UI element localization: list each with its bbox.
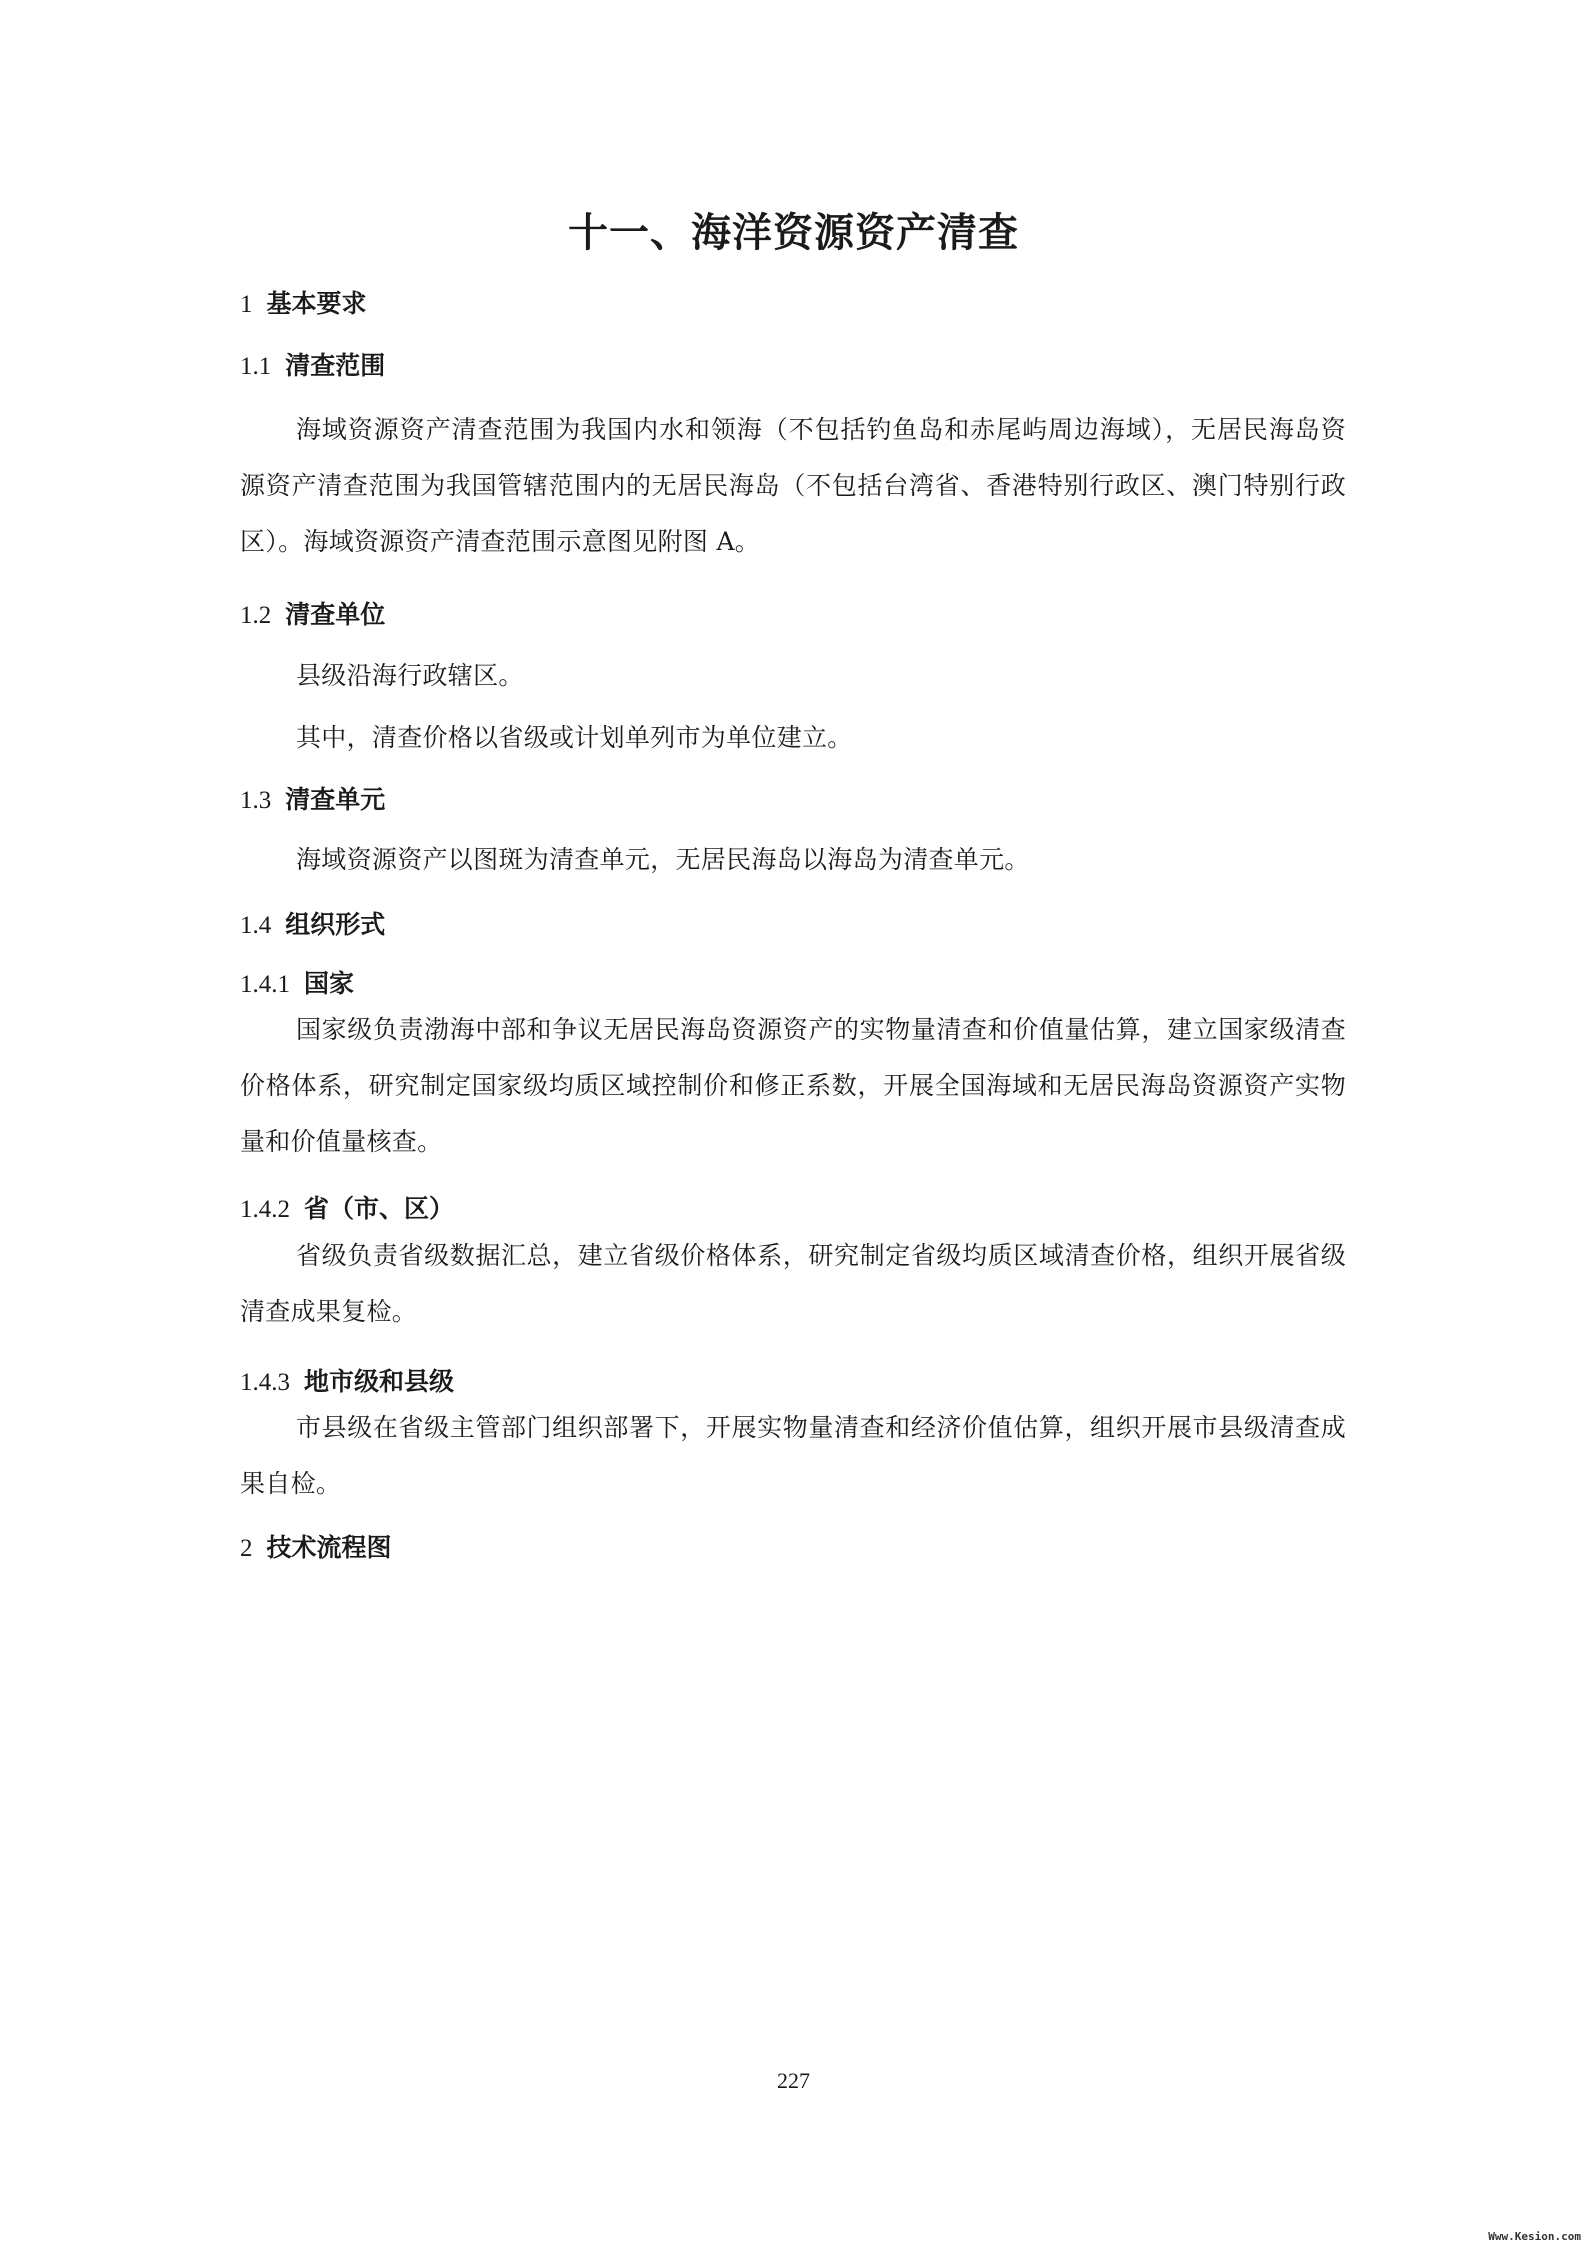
paragraph-price-unit: 其中，清查价格以省级或计划单列市为单位建立。: [296, 723, 853, 752]
section-number: 1.4.3: [240, 1369, 290, 1396]
section-label: 基本要求: [266, 289, 367, 318]
section-number: 1.2: [240, 602, 272, 629]
paragraph-national: 国家级负责渤海中部和争议无居民海岛资源资产的实物量清查和价值量估算，建立国家级清查价格体系，研究制定国家级均质区域控制价和修正系数，开展全国海域和无居民海岛资源资产实物量和价值量核查。: [240, 1015, 1346, 1156]
watermark: Www.Kesion.com: [1488, 2230, 1581, 2243]
section-number: 1.1: [240, 353, 272, 380]
section-label: 清查范围: [285, 351, 386, 380]
section-label: 清查单元: [285, 785, 386, 814]
section-heading-1-4: [240, 907, 385, 944]
section-label: 国家: [304, 969, 355, 998]
section-heading-1-1: [240, 348, 385, 385]
paragraph-element: 海域资源资产以图斑为清查单元，无居民海岛以海岛为清查单元。: [296, 845, 1030, 874]
section-number: 1: [240, 291, 253, 318]
paragraph-unit: 县级沿海行政辖区。: [296, 661, 524, 690]
section-heading-1-4-3: [240, 1364, 454, 1401]
section-number: 1.4: [240, 912, 272, 939]
section-label: 技术流程图: [266, 1533, 392, 1562]
section-label: 清查单位: [285, 600, 386, 629]
paragraph-county: 市县级在省级主管部门组织部署下，开展实物量清查和经济价值估算，组织开展市县级清查成果自检。: [240, 1413, 1346, 1498]
section-number: 2: [240, 1535, 253, 1562]
section-label: 省（市、区）: [304, 1194, 455, 1223]
section-heading-1-4-1: [240, 966, 354, 1003]
section-number: 1.4.1: [240, 971, 290, 998]
section-heading-2: [240, 1530, 392, 1567]
page-title: 十一、海洋资源资产清查: [568, 210, 1019, 256]
paragraph-scope: 海域资源资产清查范围为我国内水和领海（不包括钓鱼岛和赤尾屿周边海域），无居民海岛资源资产清查范围为我国管辖范围内的无居民海岛（不包括台湾省、香港特别行政区、澳门特别行政区）。海域资源资产清查范围示意图见附图 A。: [240, 415, 1346, 556]
section-number: 1.3: [240, 787, 272, 814]
section-heading-1-3: [240, 782, 385, 819]
section-heading-1: [240, 286, 367, 323]
section-heading-1-4-2: [240, 1191, 454, 1228]
page-number: 227: [777, 2068, 810, 2093]
section-label: 地市级和县级: [304, 1367, 455, 1396]
paragraph-provincial: 省级负责省级数据汇总，建立省级价格体系，研究制定省级均质区域清查价格，组织开展省级清查成果复检。: [240, 1241, 1346, 1326]
section-heading-1-2: [240, 597, 385, 634]
section-number: 1.4.2: [240, 1196, 290, 1223]
section-label: 组织形式: [285, 910, 386, 939]
